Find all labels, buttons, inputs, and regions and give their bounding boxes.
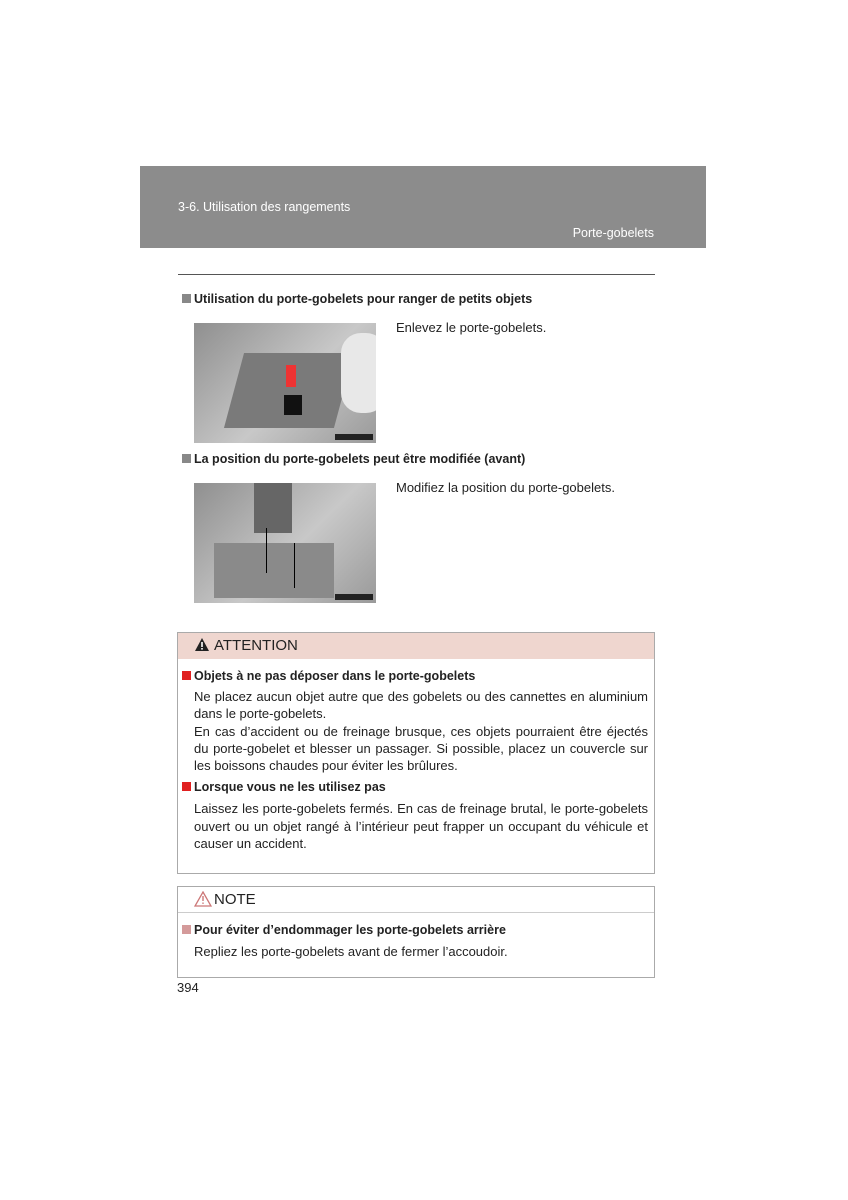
caution-outline-icon [194,891,212,907]
attention-box [177,632,655,874]
note-text: Repliez les porte-gobelets avant de fermer l’accoudoir. [194,944,508,959]
square-bullet-icon [182,925,191,934]
attention-paragraph: Laissez les porte-gobelets fermés. En cas de freinage brutal, le porte-gobelets ouvert ou un objet rangé à l’intérieur peut frapper un occupant du véhicule et causer un accident. [194,801,648,852]
attention-title: ATTENTION [178,633,654,659]
item-text: Enlevez le porte-gobelets. [396,320,547,335]
item-text: Modifiez la position du porte-gobelets. [396,480,615,495]
cupholder-removal-image [194,323,376,443]
square-bullet-icon [182,782,191,791]
subsection-title: Porte-gobelets [572,226,654,240]
note-title: NOTE [178,887,654,913]
attention-heading: Objets à ne pas déposer dans le porte-gobelets [182,669,654,683]
square-bullet-icon [182,671,191,680]
cupholder-position-image [194,483,376,603]
attention-paragraph: Ne placez aucun objet autre que des gobelets ou des cannettes en aluminium dans le porte-gobelets. [194,689,648,722]
page-number: 394 [177,980,199,995]
attention-paragraph: En cas d’accident ou de freinage brusque, ces objets pourraient être éjectés du porte-gobelet et blesser un passager. Si possible, placez un couvercle sur les boissons chaudes pour éviter les brûlures. [194,723,648,774]
warning-icon [194,637,210,652]
square-bullet-icon [182,294,191,303]
note-heading: Pour éviter d’endommager les porte-gobelets arrière [182,923,654,937]
note-box [177,886,655,978]
item-heading: La position du porte-gobelets peut être modifiée (avant) [182,452,525,466]
section-title: 3-6. Utilisation des rangements [178,200,351,214]
item-heading: Utilisation du porte-gobelets pour ranger de petits objets [182,292,532,306]
square-bullet-icon [182,454,191,463]
divider [178,274,655,275]
page-header [140,166,706,248]
attention-heading: Lorsque vous ne les utilisez pas [182,780,654,794]
